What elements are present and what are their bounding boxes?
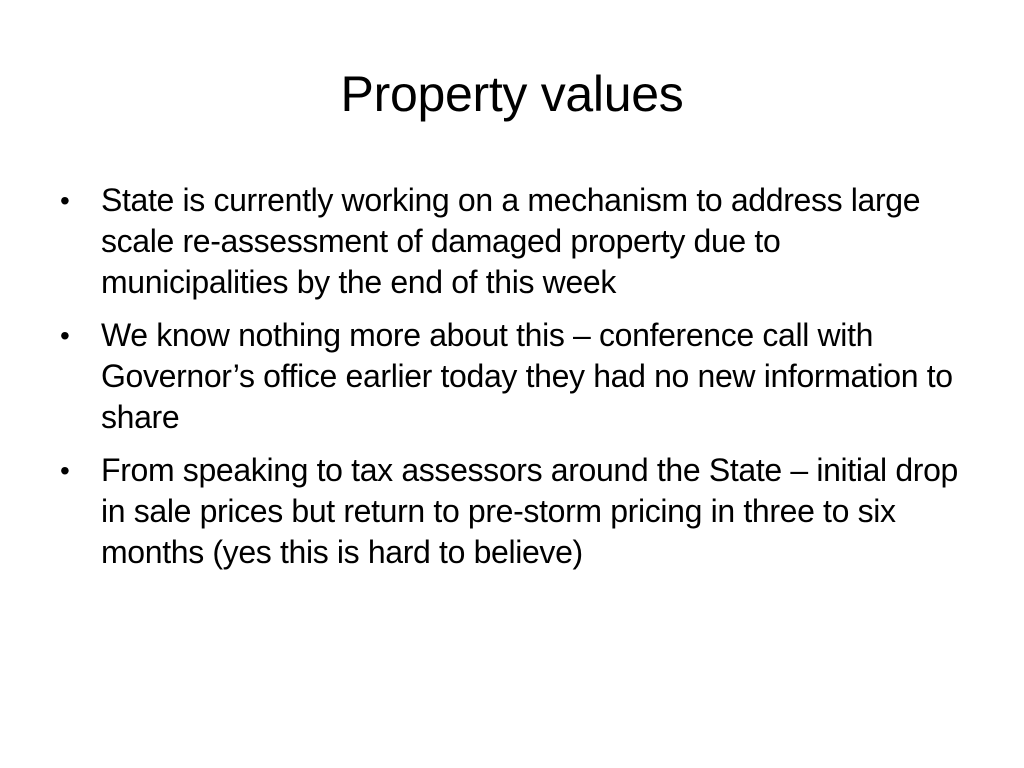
bullet-item [56, 180, 976, 303]
bullet-item [56, 315, 976, 438]
bullet-item [56, 450, 976, 573]
bullet-icon: • [60, 320, 70, 351]
slide-title: Property values [340, 66, 684, 122]
bullet-list [56, 180, 976, 585]
bullet-text: From speaking to tax assessors around the State – initial drop in sale prices but return to pre-storm pricing in three to six months (yes this is hard to believe) [101, 452, 958, 570]
bullet-icon: • [60, 455, 70, 486]
bullet-icon: • [60, 185, 70, 216]
bullet-text: State is currently working on a mechanism to address large scale re-assessment of damaged property due to municipalities by the end of this week [101, 182, 921, 300]
bullet-text: We know nothing more about this – conference call with Governor’s office earlier today they had no new information to share [101, 317, 953, 435]
